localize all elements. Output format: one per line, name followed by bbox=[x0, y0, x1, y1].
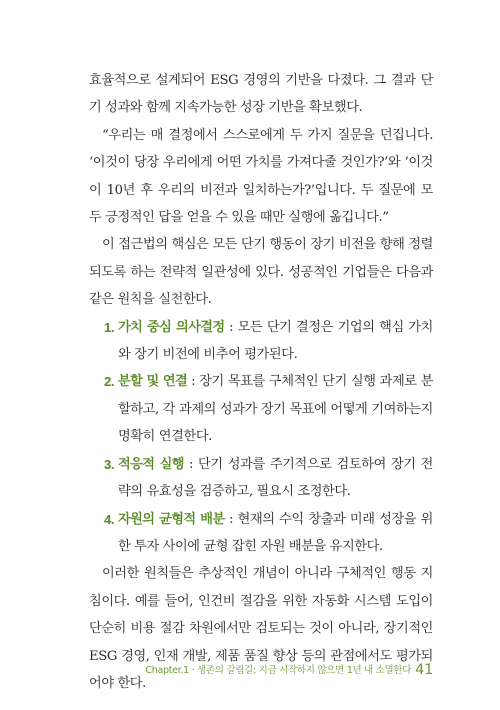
page-number: 41 bbox=[415, 662, 433, 678]
principle-term: 적응적 실행 bbox=[118, 456, 184, 472]
closing-paragraph: 이러한 원칙들은 추상적인 개념이 아니라 구체적인 행동 지침이다. 예를 들어, 인건비 절감을 위한 자동화 시스템 도입이 단순히 비용 절감 차원에서만 검토되는 것이 아니라, 장기적인 ESG 경영, 인재 개발, 제품 품질 향상 등의 관점에서도 평가되어야 한다. bbox=[89, 566, 433, 691]
list-item bbox=[104, 451, 433, 506]
list-item bbox=[104, 314, 433, 369]
principles-list bbox=[89, 314, 433, 561]
principle-text: : 모든 단기 결정은 기업의 핵심 가치와 장기 비전에 비추어 평가된다. bbox=[118, 319, 433, 363]
principle-text: : 현재의 수익 창출과 미래 성장을 위한 투자 사이에 균형 잡힌 자원 배분을 유지한다. bbox=[118, 511, 433, 554]
list-number: 1. bbox=[104, 319, 115, 335]
chapter-title: Chapter.1 · 생존의 갈림길: 지금 시작하지 않으면 1년 내 소멸한다 bbox=[145, 665, 412, 676]
list-number: 4. bbox=[104, 511, 115, 527]
paragraph: 효율적으로 설계되어 ESG 경영의 기반을 다졌다. 그 결과 단기 성과와 함께 지속가능한 성장 기반을 확보했다. bbox=[89, 73, 433, 116]
quote-paragraph: “우리는 매 결정에서 스스로에게 두 가지 질문을 던집니다. ‘이것이 당장 우리에게 어떤 가치를 가져다줄 것인가?’와 ‘이것이 10년 후 우리의 비전과 일치하는가?’입니다. 두 질문에 모두 긍정적인 답을 얻을 수 있을 때만 실행에 옮깁니다.” bbox=[89, 127, 433, 226]
page-footer bbox=[0, 662, 433, 678]
paragraph: 이 접근법의 핵심은 모든 단기 행동이 장기 비전을 향해 정렬되도록 하는 전략적 일관성에 있다. 성공적인 기업들은 다음과 같은 원칙을 실천한다. bbox=[89, 237, 433, 308]
principle-text: : 장기 목표를 구체적인 단기 실행 과제로 분할하고, 각 과제의 성과가 장기 목표에 어떻게 기여하는지 명확히 연결한다. bbox=[118, 374, 433, 445]
principle-term: 자원의 균형적 배분 bbox=[118, 511, 225, 527]
list-number: 2. bbox=[104, 374, 115, 390]
principle-term: 가치 중심 의사결정 bbox=[118, 319, 225, 335]
principle-term: 분할 및 연결 bbox=[118, 374, 188, 390]
list-number: 3. bbox=[104, 456, 115, 472]
principle-text: : 단기 성과를 주기적으로 검토하여 장기 전략의 유효성을 검증하고, 필요시 조정한다. bbox=[118, 456, 433, 500]
body-text bbox=[89, 67, 433, 697]
list-item bbox=[104, 368, 433, 450]
list-item bbox=[104, 506, 433, 561]
